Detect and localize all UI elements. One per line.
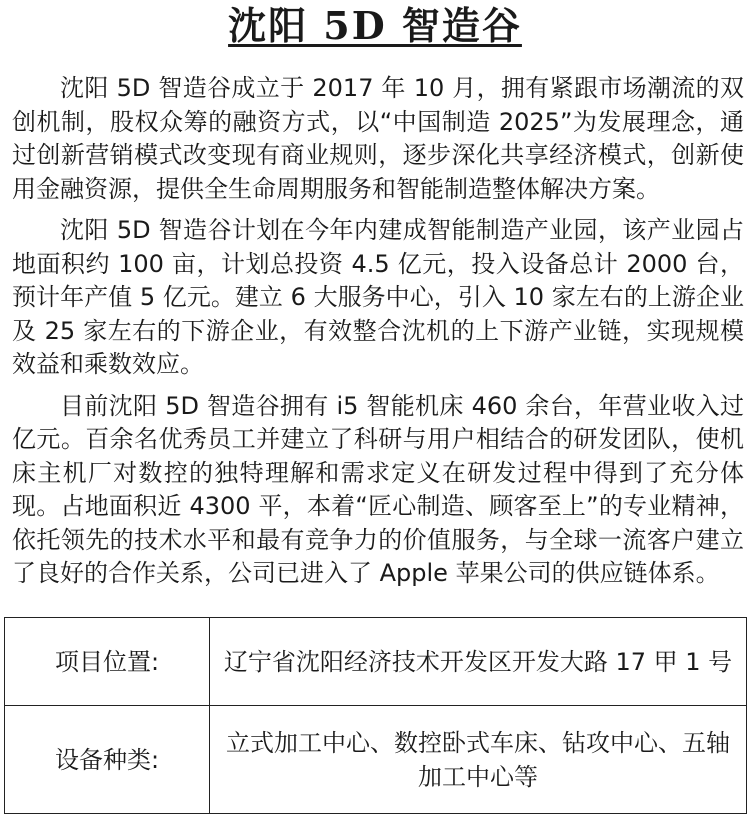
project-location-label: 项目位置: <box>5 618 210 706</box>
article-body <box>12 72 744 591</box>
paragraph-plan: 沈阳 5D 智造谷计划在今年内建成智能制造产业园，该产业园占地面积约 100 亩，计划总投资 4.5 亿元，投入设备总计 2000 台，预计年产值 5 亿元。建立 6 大服务中心，引入 10 家左右的上游企业及 25 家左右的下游企业，有效整合沈机的上下游产业链，实现规模效益和乘数效应。 <box>12 216 744 378</box>
equipment-type-label: 设备种类: <box>5 706 210 814</box>
table-row <box>5 618 747 706</box>
project-info-table <box>4 617 747 814</box>
equipment-type-value: 立式加工中心、数控卧式车床、钻攻中心、五轴加工中心等 <box>210 706 747 814</box>
project-location-value: 辽宁省沈阳经济技术开发区开发大路 17 甲 1 号 <box>210 618 747 706</box>
table-row <box>5 706 747 814</box>
paragraph-current-status: 目前沈阳 5D 智造谷拥有 i5 智能机床 460 余台，年营业收入过亿元。百余名优秀员工并建立了科研与用户相结合的研发团队，使机床主机厂对数控的独特理解和需求定义在研发过程中得到了充分体现。占地面积近 4300 平，本着“匠心制造、顾客至上”的专业精神，依托领先的技术水平和最有竞争力的价值服务，与全球一流客户建立了良好的合作关系，公司已进入了 Apple 苹果公司的供应链体系。 <box>12 391 744 587</box>
page-title-text: 沈阳 5D 智造谷 <box>228 3 522 48</box>
page-title <box>0 0 750 52</box>
paragraph-intro: 沈阳 5D 智造谷成立于 2017 年 10 月，拥有紧跟市场潮流的双创机制，股权众筹的融资方式，以“中国制造 2025”为发展理念，通过创新营销模式改变现有商业规则，逐步深化共享经济模式，创新使用金融资源，提供全生命周期服务和智能制造整体解决方案。 <box>12 74 744 203</box>
